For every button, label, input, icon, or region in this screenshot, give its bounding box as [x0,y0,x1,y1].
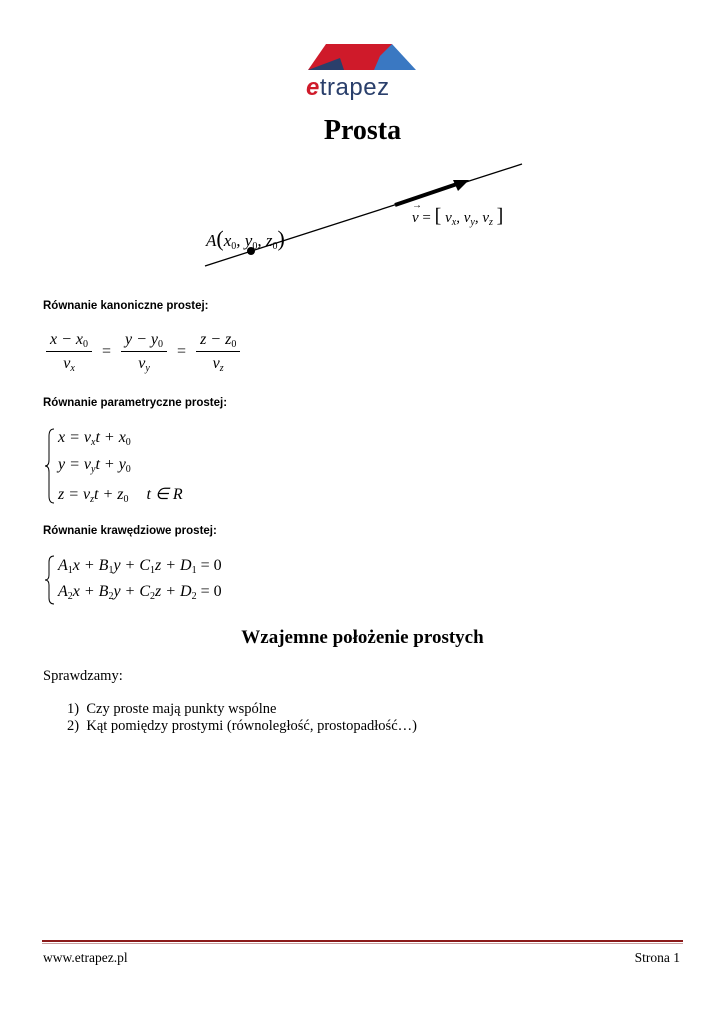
edge-heading: Równanie krawędziowe prostej: [43,525,217,537]
canonical-fraction-z: $\frac{z - z_0}{v_z}$ [196,331,240,373]
point-a-label: $A(x_0$, $y_0$, $z_0$) [206,226,285,252]
list-item: 1) Czy proste mają punkty wspólne [67,701,277,717]
footer-url-link[interactable]: www.etrapez.pl [43,950,128,965]
parametric-line-x: $x = v_xt + x_0$ [58,429,131,448]
parametric-line-z: $z = v_zt + z_0$ t ∈ R [58,486,183,505]
section-subtitle: Wzajemne położenie prostych [241,627,484,648]
footer-divider [42,940,683,945]
canonical-fraction-x: $\frac{x - x_0}{v_x}$ [46,331,92,373]
parametric-brace [44,428,56,504]
check-label: Sprawdzamy: [43,668,123,684]
canonical-equation: $\frac{x - x_0}{v_x}$ = $\frac{y - y_0}{v_y}$ = $\frac{z - z_0}{v_z}$ [44,331,242,373]
canonical-fraction-y: $\frac{y - y_0}{v_y}$ [121,331,167,373]
edge-line-2: $A_2x + B_2y + C_2z + D_2 = 0$ [58,583,222,602]
edge-line-1: $A_1x + B_1y + C_1z + D_1 = 0$ [58,557,222,576]
parametric-line-y: $y = v_yt + y_0$ [58,456,131,475]
direction-vector-shaft [395,184,457,205]
vector-v-label: → v = [ $v_x$, $v_y$, $v_z$ ] [412,200,504,228]
list-item: 2) Kąt pomiędzy prostymi (równoległość, prostopadłość…) [67,718,417,734]
page-number: Strona 1 [634,950,680,965]
canonical-heading: Równanie kanoniczne prostej: [43,300,209,312]
parametric-heading: Równanie parametryczne prostej: [43,397,228,409]
page-title: Prosta [323,115,402,146]
logo-wordmark: etrapez [306,74,390,101]
edge-brace [44,555,56,605]
